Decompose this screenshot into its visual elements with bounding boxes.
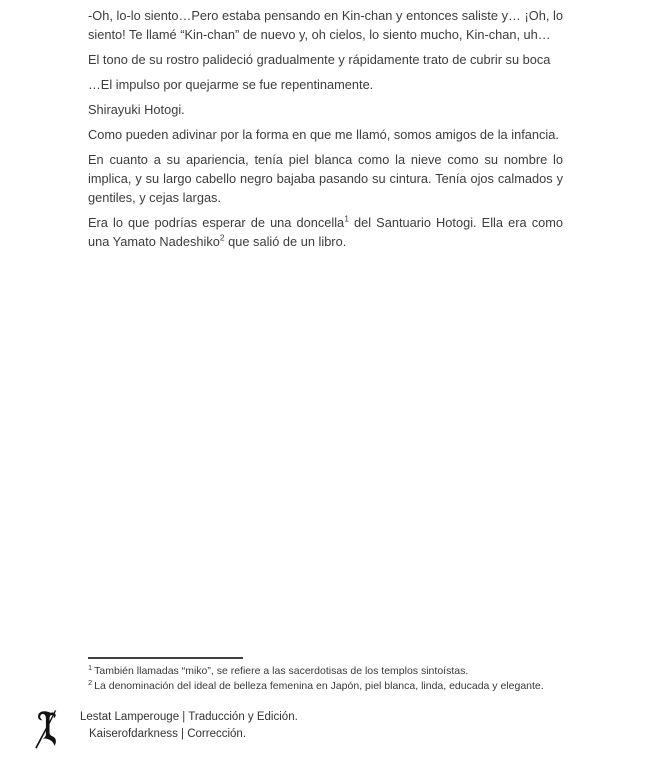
footnote-text: La denominación del ideal de belleza femenina en Japón, piel blanca, linda, educada y elegante. xyxy=(94,680,544,692)
paragraph: Shirayuki Hotogi. xyxy=(88,102,185,117)
blackletter-l-logo xyxy=(32,708,60,751)
footnote-marker: 1 xyxy=(88,662,93,672)
body-text xyxy=(88,6,563,257)
paragraph: -Oh, lo-lo siento…Pero estaba pensando en Kin-chan y entonces saliste y… ¡Oh, lo siento! Te llamé “Kin-chan” de nuevo y, oh cielos, lo siento mucho, Kin-chan, uh… xyxy=(88,8,563,42)
paragraph-text: del Santuario Hotogi. Ella era como una Yamato Nadeshiko xyxy=(88,215,563,249)
paragraph: En cuanto a su apariencia, tenía piel blanca como la nieve como su nombre lo implica, y su largo cabello negro bajaba pasando su cintura. Tenía ojos calmados y gentiles, y cejas largas. xyxy=(88,152,563,205)
footnote-1 xyxy=(88,664,588,679)
credit-translation: Lestat Lamperouge | Traducción y Edición. xyxy=(80,711,298,723)
paragraph-text: que salió de un libro. xyxy=(224,234,347,249)
paragraph: …El impulso por quejarme se fue repentinamente. xyxy=(88,77,374,92)
paragraph-text: Era lo que podrías esperar de una doncella xyxy=(88,215,345,230)
paragraph: El tono de su rostro palideció gradualmente y rápidamente trato de cubrir su boca xyxy=(88,52,551,67)
paragraph: Como pueden adivinar por la forma en que me llamó, somos amigos de la infancia. xyxy=(88,127,559,142)
footnotes-section xyxy=(88,657,588,694)
blackletter-l-glyph xyxy=(32,708,60,751)
credit-correction: Kaiserofdarkness | Corrección. xyxy=(89,727,247,740)
footnote-separator xyxy=(88,657,243,659)
footnote-marker: 2 xyxy=(88,677,93,687)
footnote-ref-1: 1 xyxy=(344,213,349,224)
paragraph xyxy=(88,213,563,251)
footnote-ref-2: 2 xyxy=(219,232,225,243)
footnote-2 xyxy=(88,679,588,694)
footnote-text: También llamadas “miko”, se refiere a las sacerdotisas de los templos sintoístas. xyxy=(94,665,469,677)
credits-block xyxy=(80,709,298,742)
